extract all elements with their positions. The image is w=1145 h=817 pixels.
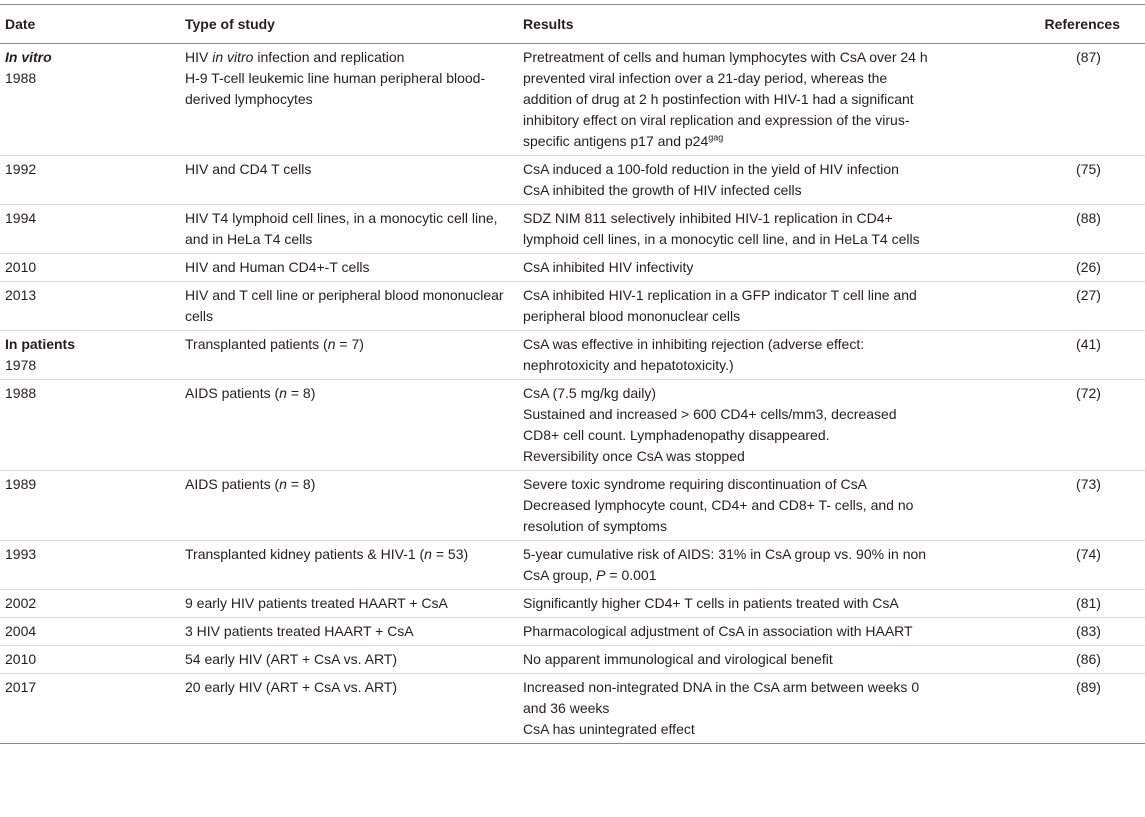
date-cell: 2010 (0, 646, 180, 674)
date-cell (0, 44, 180, 156)
results-line: CsA (7.5 mg/kg daily) (523, 385, 657, 401)
type-text: Transplanted patients ( (185, 336, 328, 352)
date-cell: 1994 (0, 205, 180, 254)
results-superscript: gag (708, 132, 724, 143)
results-cell (518, 156, 937, 205)
type-italic: n (279, 385, 287, 401)
reference-cell: (88) (937, 205, 1145, 254)
results-line: CsA inhibited the growth of HIV infected cells (523, 182, 802, 198)
type-cell: HIV and Human CD4+-T cells (180, 254, 518, 282)
results-cell (518, 380, 937, 471)
type-text: infection and replication (253, 49, 405, 65)
reference-cell: (87) (1076, 49, 1101, 65)
type-text: = 7) (335, 336, 364, 352)
reference-cell: (72) (937, 380, 1145, 471)
date-cell: 1993 (0, 541, 180, 590)
header-results: Results (523, 16, 574, 32)
table-row (0, 471, 1145, 541)
results-cell: CsA inhibited HIV infectivity (518, 254, 937, 282)
type-cell: 3 HIV patients treated HAART + CsA (180, 618, 518, 646)
header-date: Date (5, 16, 36, 32)
date-cell: 2010 (0, 254, 180, 282)
results-line: Reversibility once CsA was stopped (523, 448, 745, 464)
reference-cell: (74) (937, 541, 1145, 590)
date-value: 1988 (5, 70, 37, 86)
type-italic: n (279, 476, 287, 492)
results-line: Decreased lymphocyte count, CD4+ and CD8+ T- cells, and no resolution of symptoms (523, 497, 914, 534)
type-text: Transplanted kidney patients & HIV-1 ( (185, 546, 425, 562)
reference-cell: (75) (937, 156, 1145, 205)
reference-cell: (73) (937, 471, 1145, 541)
results-line: Increased non-integrated DNA in the CsA arm between weeks 0 and 36 weeks (523, 679, 920, 716)
type-text: = 8) (286, 476, 316, 492)
results-text: 5-year cumulative risk of AIDS: 31% in CsA group vs. 90% in non CsA group, (523, 546, 927, 583)
results-text: = 0.001 (605, 567, 657, 583)
table-row (0, 205, 1145, 254)
table-header-row (0, 5, 1145, 44)
date-cell: 2017 (0, 674, 180, 744)
results-cell: SDZ NIM 811 selectively inhibited HIV-1 replication in CD4+ lymphoid cell lines, in a monocytic cell line, and in HeLa T4 cells (518, 205, 937, 254)
header-references: References (1044, 16, 1120, 32)
reference-cell: (86) (937, 646, 1145, 674)
table-row (0, 618, 1145, 646)
header-type: Type of study (185, 16, 275, 32)
table-row (0, 156, 1145, 205)
type-cell: HIV T4 lymphoid cell lines, in a monocytic cell line, and in HeLa T4 cells (180, 205, 518, 254)
type-italic: in vitro (212, 49, 254, 65)
date-cell: 1992 (0, 156, 180, 205)
results-cell: CsA inhibited HIV-1 replication in a GFP indicator T cell line and peripheral blood mononuclear cells (518, 282, 937, 331)
table-row (0, 282, 1145, 331)
type-cell: 54 early HIV (ART + CsA vs. ART) (180, 646, 518, 674)
results-cell (518, 541, 937, 590)
type-text: = 8) (286, 385, 316, 401)
reference-cell: (81) (937, 590, 1145, 618)
type-cell (180, 380, 518, 471)
date-cell: 2002 (0, 590, 180, 618)
results-text: Pretreatment of cells and human lymphocytes with CsA over 24 h prevented viral infection over a 21-day period, whereas the addition of drug at 2 h postinfection with HIV-1 had a significant inhibitory effect on viral replication and expression of the virus-specific antigens p17 and p24 (523, 49, 928, 149)
date-cell (0, 331, 180, 380)
table-row (0, 331, 1145, 380)
table-row (0, 541, 1145, 590)
type-text: = 53) (431, 546, 469, 562)
type-italic: n (424, 546, 432, 562)
type-cell: HIV and T cell line or peripheral blood mononuclear cells (180, 282, 518, 331)
type-cell: 9 early HIV patients treated HAART + CsA (180, 590, 518, 618)
type-line: H-9 T-cell leukemic line human peripheral blood-derived lymphocytes (185, 70, 486, 107)
reference-cell: (89) (937, 674, 1145, 744)
results-cell: Significantly higher CD4+ T cells in patients treated with CsA (518, 590, 937, 618)
results-cell: Pharmacological adjustment of CsA in association with HAART (518, 618, 937, 646)
results-cell: CsA was effective in inhibiting rejection (adverse effect: nephrotoxicity and hepatotoxicity.) (518, 331, 937, 380)
type-cell (180, 541, 518, 590)
results-line: CsA induced a 100-fold reduction in the yield of HIV infection (523, 161, 899, 177)
results-cell (518, 471, 937, 541)
type-cell (180, 331, 518, 380)
date-cell: 2013 (0, 282, 180, 331)
reference-cell: (27) (937, 282, 1145, 331)
results-line: Severe toxic syndrome requiring discontinuation of CsA (523, 476, 867, 492)
table-row (0, 674, 1145, 744)
table-row (0, 646, 1145, 674)
table-row (0, 44, 1145, 156)
type-text: AIDS patients ( (185, 476, 280, 492)
type-text: AIDS patients ( (185, 385, 280, 401)
type-text: HIV (185, 49, 213, 65)
results-cell: No apparent immunological and virological benefit (518, 646, 937, 674)
results-table (0, 4, 1145, 744)
table-row (0, 380, 1145, 471)
date-cell: 2004 (0, 618, 180, 646)
results-line: CsA has unintegrated effect (523, 721, 695, 737)
section-label-in-vitro: In vitro (5, 49, 52, 65)
type-cell: HIV and CD4 T cells (180, 156, 518, 205)
type-cell: 20 early HIV (ART + CsA vs. ART) (180, 674, 518, 744)
results-line: Sustained and increased > 600 CD4+ cells/mm3, decreased CD8+ cell count. Lymphadenopathy disappeared. (523, 406, 897, 443)
reference-cell: (26) (937, 254, 1145, 282)
reference-cell: (83) (937, 618, 1145, 646)
section-label-in-patients: In patients (5, 336, 76, 352)
type-cell (180, 471, 518, 541)
results-italic: P (596, 567, 606, 583)
reference-cell: (41) (937, 331, 1145, 380)
type-italic: n (327, 336, 336, 352)
date-cell: 1989 (0, 471, 180, 541)
date-value: 1978 (5, 357, 37, 373)
type-cell (180, 44, 518, 156)
table-row (0, 590, 1145, 618)
table-row (0, 254, 1145, 282)
date-cell: 1988 (0, 380, 180, 471)
results-cell (518, 44, 937, 156)
results-cell (518, 674, 937, 744)
